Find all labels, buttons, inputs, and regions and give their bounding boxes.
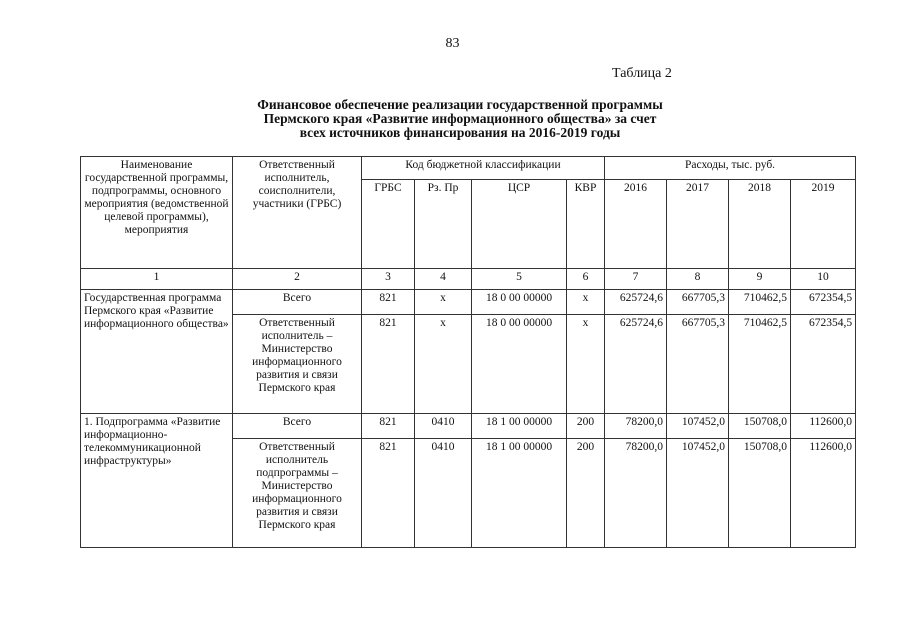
header-kvr: КВР [567,180,605,269]
table-row [81,414,856,439]
header-grbs: ГРБС [362,180,415,269]
column-number: 6 [567,269,605,290]
column-number: 4 [415,269,472,290]
subprogram-name: 1. Подпрограмма «Развитие информационно-телекоммуникационной инфраструктуры» [81,414,233,548]
amount-2017: 667705,3 [667,290,729,315]
column-number: 9 [729,269,791,290]
header-name: Наименование государственной программы, подпрограммы, основного мероприятия (ведомственной целевой программы), мероприятия [81,157,233,269]
kvr-cell: 200 [567,414,605,439]
amount-2016: 625724,6 [605,315,667,414]
amount-2019: 672354,5 [791,290,856,315]
kvr-cell: х [567,290,605,315]
table-row [81,290,856,315]
kvr-cell: 200 [567,439,605,548]
csr-cell: 18 1 00 00000 [472,439,567,548]
rzpr-cell: х [415,290,472,315]
amount-2019: 672354,5 [791,315,856,414]
header-expenses: Расходы, тыс. руб. [605,157,856,180]
grbs-cell: 821 [362,439,415,548]
column-number: 2 [233,269,362,290]
header-budget-code: Код бюджетной классификации [362,157,605,180]
header-executor: Ответственный исполнитель, соисполнители, участники (ГРБС) [233,157,362,269]
csr-cell: 18 0 00 00000 [472,315,567,414]
header-rzpr: Рз. Пр [415,180,472,269]
rzpr-cell: 0410 [415,439,472,548]
column-number: 1 [81,269,233,290]
rzpr-cell: х [415,315,472,414]
amount-2017: 107452,0 [667,439,729,548]
page-number: 83 [445,36,460,51]
executor-cell: Ответственный исполнитель подпрограммы – Министерство информационного развития и связи Пермского края [233,439,362,548]
table-label: Таблица 2 [612,66,672,81]
header-year-2016: 2016 [605,180,667,269]
header-csr: ЦСР [472,180,567,269]
csr-cell: 18 0 00 00000 [472,290,567,315]
header-year-2019: 2019 [791,180,856,269]
amount-2018: 710462,5 [729,315,791,414]
column-number: 8 [667,269,729,290]
header-year-2018: 2018 [729,180,791,269]
executor-cell: Ответственный исполнитель – Министерство информационного развития и связи Пермского края [233,315,362,414]
program-name: Государственная программа Пермского края «Развитие информационного общества» [81,290,233,414]
executor-cell: Всего [233,414,362,439]
column-number: 10 [791,269,856,290]
header-year-2017: 2017 [667,180,729,269]
kvr-cell: х [567,315,605,414]
document-title [200,98,720,140]
grbs-cell: 821 [362,290,415,315]
amount-2017: 107452,0 [667,414,729,439]
rzpr-cell: 0410 [415,414,472,439]
csr-cell: 18 1 00 00000 [472,414,567,439]
amount-2019: 112600,0 [791,414,856,439]
column-number: 3 [362,269,415,290]
amount-2016: 78200,0 [605,439,667,548]
amount-2018: 150708,0 [729,414,791,439]
amount-2016: 625724,6 [605,290,667,315]
amount-2016: 78200,0 [605,414,667,439]
amount-2019: 112600,0 [791,439,856,548]
column-number: 7 [605,269,667,290]
amount-2018: 150708,0 [729,439,791,548]
column-number: 5 [472,269,567,290]
grbs-cell: 821 [362,315,415,414]
financing-table [80,156,856,548]
title-line: Финансовое обеспечение реализации государственной программы [257,97,663,112]
executor-cell: Всего [233,290,362,315]
grbs-cell: 821 [362,414,415,439]
amount-2017: 667705,3 [667,315,729,414]
title-line: всех источников финансирования на 2016-2019 годы [299,125,621,140]
title-line: Пермского края «Развитие информационного общества» за счет [263,111,657,126]
amount-2018: 710462,5 [729,290,791,315]
